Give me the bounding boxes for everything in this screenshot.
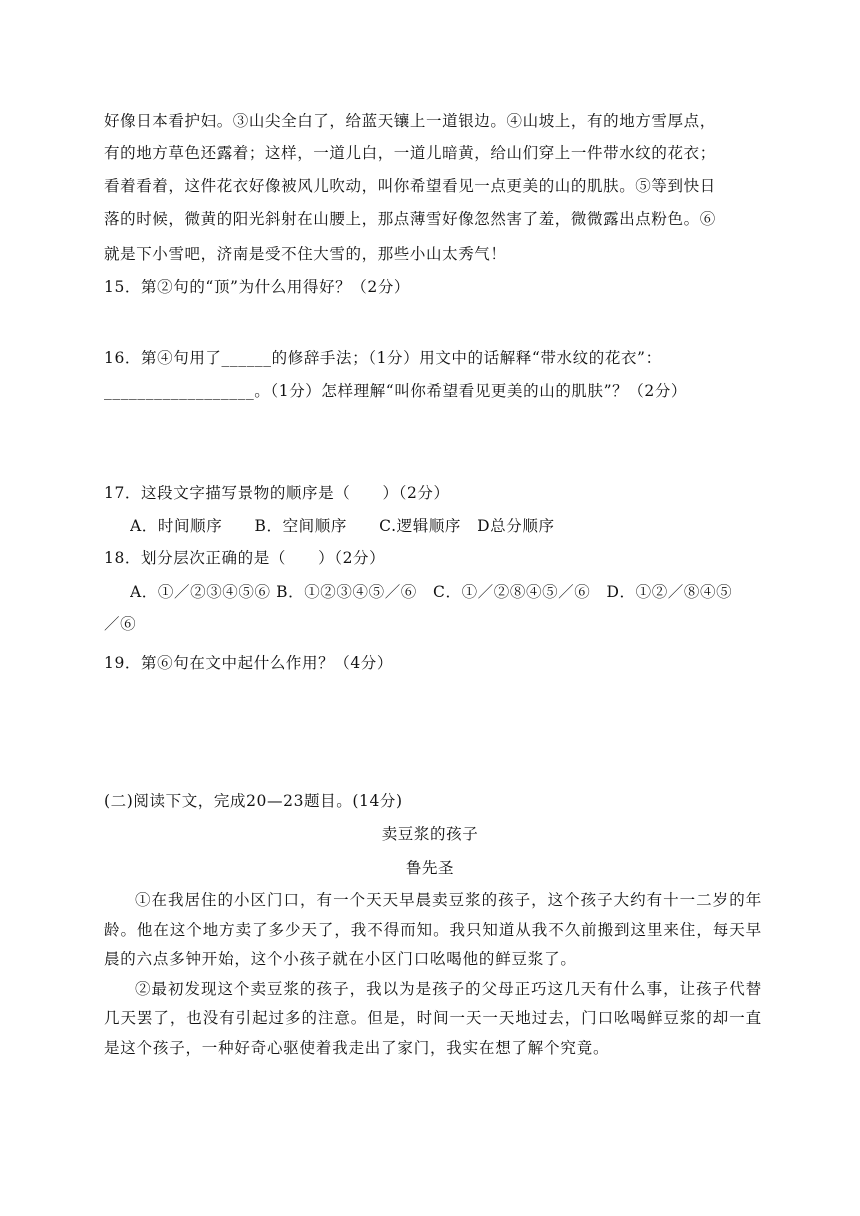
question-19: 19．第⑥句在文中起什么作用？（4分）	[104, 654, 393, 672]
passage-line-4: 落的时候，微黄的阳光斜射在山腰上，那点薄雪好像忽然害了羞，微微露出点粉色。⑥	[104, 210, 716, 228]
passage-line-3: 看着看着，这件花衣好像被风儿吹动，叫你希望看见一点更美的山的肌肤。⑤等到快日	[104, 177, 716, 195]
question-16-line-2: __________________。（1分）怎样理解“叫你希望看见更美的山的肌肤”？（2分）	[104, 382, 688, 400]
section-2-heading: (二)阅读下文，完成20—23题目。(14分)	[104, 792, 403, 810]
question-17-options: A．时间顺序 B．空间顺序 C.逻辑顺序 D总分顺序	[130, 517, 555, 535]
passage-line-1: 好像日本看护妇。③山尖全白了，给蓝天镶上一道银边。④山坡上，有的地方雪厚点，	[104, 112, 716, 130]
question-18-options: A．①／②③④⑤⑥ B．①②③④⑤／⑥ C．①／②⑧④⑤／⑥ D．①②／⑧④⑤	[130, 583, 733, 601]
question-17: 17．这段文字描写景物的顺序是（ ）（2分）	[104, 484, 450, 502]
passage-line-2: 有的地方草色还露着；这样，一道儿白，一道儿暗黄，给山们穿上一件带水纹的花衣；	[104, 144, 716, 162]
article-paragraph-2: ②最初发现这个卖豆浆的孩子，我以为是孩子的父母正巧这几天有什么事，让孩子代替几天罢了，也没有引起过多的注意。但是，时间一天一天地过去，门口吆喝鲜豆浆的却一直是这个孩子，一种好奇心驱使着我走出了家门，我实在想了解个究竟。	[104, 979, 762, 1057]
question-18: 18．划分层次正确的是（ ）（2分）	[104, 549, 386, 567]
article-title: 卖豆浆的孩子	[381, 825, 479, 843]
article-paragraph-1: ①在我居住的小区门口，有一个天天早晨卖豆浆的孩子，这个孩子大约有十一二岁的年龄。他在这个地方卖了多少天了，我不得而知。我只知道从我不久前搬到这里来住，每天早晨的六点多钟开始，这个小孩子就在小区门口吆喝他的鲜豆浆了。	[104, 891, 762, 968]
question-18-options-cont: ／⑥	[104, 615, 137, 633]
article-author: 鲁先圣	[405, 859, 455, 877]
passage-line-5: 就是下小雪吧，济南是受不住大雪的，那些小山太秀气！	[104, 245, 507, 263]
article-body	[104, 886, 762, 1063]
question-16-line-1: 16．第④句用了______的修辞手法；（1分）用文中的话解释“带水纹的花衣”：	[104, 349, 662, 367]
question-15: 15．第②句的“顶”为什么用得好？（2分）	[104, 278, 411, 296]
